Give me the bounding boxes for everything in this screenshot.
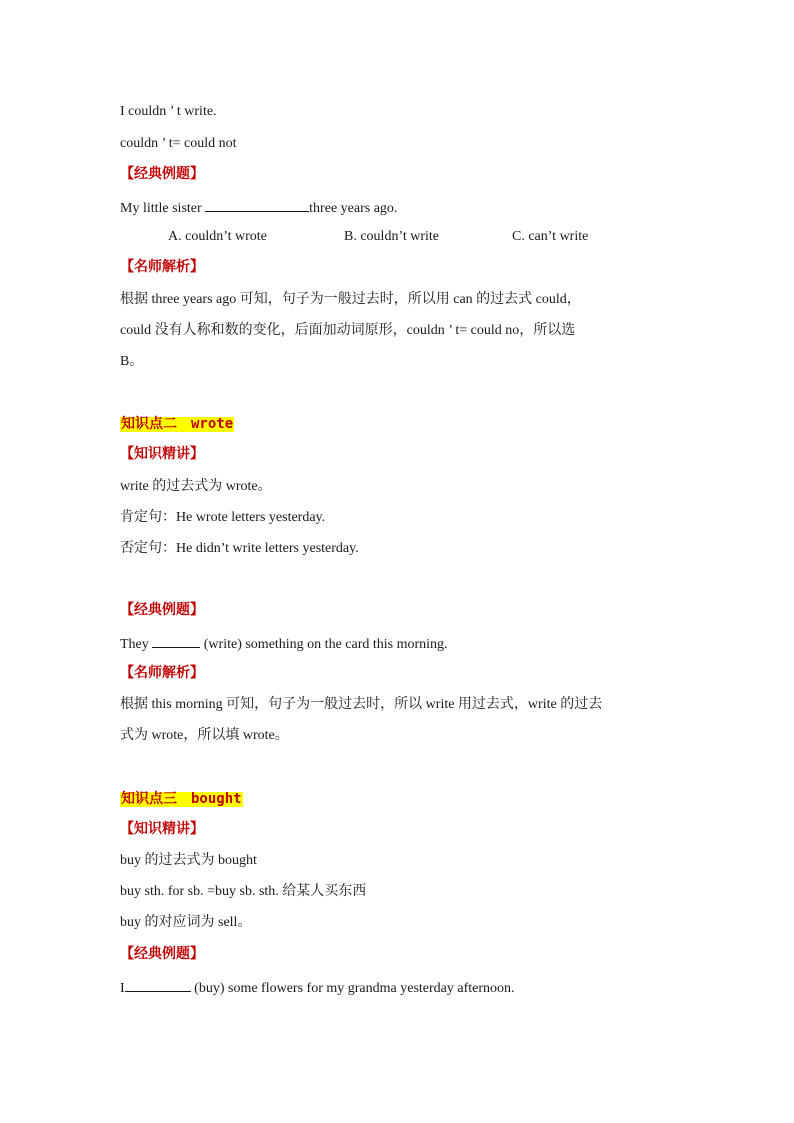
option-c: C. can’t write bbox=[512, 229, 589, 244]
answer-blank bbox=[205, 198, 309, 212]
section-heading-example: 【经典例题】 bbox=[120, 947, 204, 962]
knowledge-point-title bbox=[120, 790, 243, 809]
question-text: I bbox=[120, 981, 125, 996]
text-line: could 没有人称和数的变化，后面加动词原形，couldn ’ t= could no，所以选 bbox=[120, 323, 576, 338]
answer-blank bbox=[125, 978, 191, 992]
question-text: My little sister bbox=[120, 201, 206, 216]
option-a: A. couldn’t wrote bbox=[168, 229, 267, 244]
text-line: 否定句：He didn’t write letters yesterday. bbox=[120, 541, 359, 556]
knowledge-point-keyword: bought bbox=[191, 791, 242, 807]
knowledge-point-keyword: wrote bbox=[191, 416, 234, 432]
section-heading-analysis: 【名师解析】 bbox=[120, 260, 204, 275]
text-line: 肯定句：He wrote letters yesterday. bbox=[120, 510, 326, 525]
text-line: buy sth. for sb. =buy sb. sth. 给某人买东西 bbox=[120, 884, 367, 899]
text-line: 根据 three years ago 可知，句子为一般过去时，所以用 can 的过去式 could， bbox=[120, 292, 581, 307]
text-line: 根据 this morning 可知，句子为一般过去时，所以 write 用过去式，write 的过去 bbox=[120, 697, 603, 712]
question-text: (write) something on the card this morning. bbox=[200, 637, 448, 652]
question-text: They bbox=[120, 637, 153, 652]
section-heading-lecture: 【知识精讲】 bbox=[120, 822, 204, 837]
example-question bbox=[120, 634, 448, 654]
section-heading-lecture: 【知识精讲】 bbox=[120, 447, 204, 462]
text-line: buy 的对应词为 sell。 bbox=[120, 915, 252, 930]
text-line: 式为 wrote，所以填 wrote。 bbox=[120, 728, 289, 743]
text-line: B。 bbox=[120, 354, 144, 369]
text-line: buy 的过去式为 bought bbox=[120, 853, 257, 868]
example-question bbox=[120, 978, 515, 998]
text-line: couldn ’ t= could not bbox=[120, 136, 237, 151]
section-heading-analysis: 【名师解析】 bbox=[120, 666, 204, 681]
question-text: (buy) some flowers for my grandma yesterday afternoon. bbox=[190, 981, 515, 996]
knowledge-point-title bbox=[120, 415, 234, 434]
option-b: B. couldn’t write bbox=[344, 229, 440, 244]
text-line: I couldn ’ t write. bbox=[120, 104, 217, 119]
text-line: write 的过去式为 wrote。 bbox=[120, 479, 272, 494]
section-heading-example: 【经典例题】 bbox=[120, 167, 204, 182]
section-heading-example: 【经典例题】 bbox=[120, 603, 204, 618]
question-text: three years ago. bbox=[309, 201, 398, 216]
answer-blank bbox=[152, 634, 200, 648]
example-question bbox=[120, 198, 397, 218]
knowledge-point-label: 知识点二 bbox=[121, 417, 177, 432]
knowledge-point-label: 知识点三 bbox=[121, 792, 177, 807]
